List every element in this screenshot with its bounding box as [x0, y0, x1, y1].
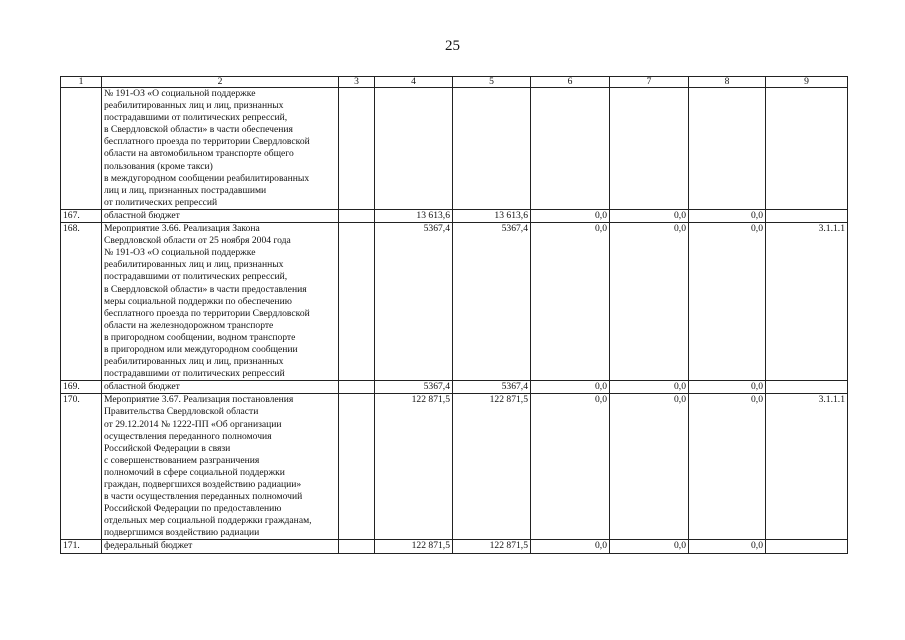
column-header: 4	[375, 77, 453, 88]
table-header-row	[61, 77, 848, 88]
description-cell	[102, 394, 339, 540]
year-amount-cell: 0,0	[689, 209, 766, 222]
target-indicator-cell	[766, 381, 848, 394]
total-amount-cell: 122 871,5	[375, 394, 453, 540]
row-number-cell: 167.	[61, 209, 102, 222]
description-line: области на железнодорожном транспорте	[104, 319, 274, 331]
description-line: лиц и лиц, признанных пострадавшими	[104, 184, 267, 196]
description-cell	[102, 223, 339, 381]
column-header: 9	[766, 77, 848, 88]
total-amount-cell: 13 613,6	[375, 209, 453, 222]
column-header: 2	[102, 77, 339, 88]
year-amount-cell: 122 871,5	[453, 540, 531, 553]
year-amount-cell: 0,0	[610, 394, 689, 540]
description-line: в пригородном или междугородном сообщении	[104, 343, 298, 355]
column-3-cell	[339, 540, 375, 553]
description-line: подвергшимся воздействию радиации	[104, 527, 260, 539]
description-line: от 29.12.2014 № 1222-ПП «Об организации	[104, 418, 282, 430]
year-amount-cell	[531, 88, 610, 210]
total-amount-cell	[375, 88, 453, 210]
description-line: от политических репрессий	[104, 196, 218, 208]
description-line: Мероприятие 3.67. Реализация постановления	[104, 394, 294, 406]
column-header: 7	[610, 77, 689, 88]
year-amount-cell	[689, 88, 766, 210]
description-line: в пригородном сообщении, водном транспорте	[104, 331, 296, 343]
description-line: в Свердловской области» в части предоставления	[104, 283, 307, 295]
year-amount-cell: 0,0	[531, 223, 610, 381]
description-line: Правительства Свердловской области	[104, 406, 259, 418]
description-line: № 191-ОЗ «О социальной поддержке	[104, 247, 256, 259]
description-line: меры социальной поддержки по обеспечению	[104, 295, 292, 307]
description-cell	[102, 381, 339, 394]
description-line: области на автомобильном транспорте общего	[104, 148, 294, 160]
description-line: пострадавшими от политических репрессий	[104, 368, 285, 380]
table-row	[61, 209, 848, 222]
row-number-cell: 169.	[61, 381, 102, 394]
year-amount-cell: 5367,4	[453, 381, 531, 394]
description-cell	[102, 88, 339, 210]
table-row	[61, 381, 848, 394]
total-amount-cell: 5367,4	[375, 381, 453, 394]
row-number-cell: 168.	[61, 223, 102, 381]
column-3-cell	[339, 394, 375, 540]
year-amount-cell	[453, 88, 531, 210]
description-line: в междугородном сообщении реабилитированных	[104, 172, 310, 184]
column-header: 8	[689, 77, 766, 88]
page-number: 25	[445, 38, 460, 54]
year-amount-cell: 0,0	[531, 381, 610, 394]
target-indicator-cell: 3.1.1.1	[766, 394, 848, 540]
year-amount-cell: 0,0	[610, 381, 689, 394]
target-indicator-cell	[766, 540, 848, 553]
description-line: бесплатного проезда по территории Свердловской	[104, 307, 310, 319]
description-line: федеральный бюджет	[104, 540, 193, 552]
description-line: реабилитированных лиц и лиц, признанных	[104, 259, 284, 271]
table-row	[61, 394, 848, 540]
description-line: пользования (кроме такси)	[104, 160, 213, 172]
year-amount-cell: 0,0	[531, 540, 610, 553]
target-indicator-cell: 3.1.1.1	[766, 223, 848, 381]
description-line: полномочий в сфере социальной поддержки	[104, 466, 285, 478]
description-line: бесплатного проезда по территории Свердловской	[104, 136, 310, 148]
year-amount-cell: 0,0	[689, 381, 766, 394]
description-cell	[102, 540, 339, 553]
row-number-cell	[61, 88, 102, 210]
description-line: Российской Федерации по предоставлению	[104, 503, 282, 515]
description-line: областной бюджет	[104, 381, 180, 393]
year-amount-cell	[610, 88, 689, 210]
year-amount-cell: 0,0	[689, 223, 766, 381]
year-amount-cell: 0,0	[531, 209, 610, 222]
description-line: пострадавшими от политических репрессий,	[104, 112, 288, 124]
description-line: Свердловской области от 25 ноября 2004 года	[104, 235, 291, 247]
row-number-cell: 170.	[61, 394, 102, 540]
table-row	[61, 540, 848, 553]
column-3-cell	[339, 223, 375, 381]
year-amount-cell: 0,0	[689, 540, 766, 553]
description-cell	[102, 209, 339, 222]
column-3-cell	[339, 88, 375, 210]
budget-table	[60, 76, 848, 554]
year-amount-cell: 0,0	[610, 223, 689, 381]
description-line: в Свердловской области» в части обеспечения	[104, 124, 293, 136]
row-number-cell: 171.	[61, 540, 102, 553]
description-line: осуществления переданного полномочия	[104, 430, 272, 442]
description-line: № 191-ОЗ «О социальной поддержке	[104, 88, 256, 99]
table-row	[61, 223, 848, 381]
description-line: реабилитированных лиц и лиц, признанных	[104, 356, 284, 368]
column-3-cell	[339, 209, 375, 222]
year-amount-cell: 13 613,6	[453, 209, 531, 222]
column-header: 6	[531, 77, 610, 88]
column-header: 3	[339, 77, 375, 88]
description-line: Мероприятие 3.66. Реализация Закона	[104, 223, 260, 235]
description-line: пострадавшими от политических репрессий,	[104, 271, 288, 283]
year-amount-cell: 0,0	[689, 394, 766, 540]
description-line: с совершенствованием разграничения	[104, 454, 260, 466]
table-body	[61, 88, 848, 554]
column-header: 5	[453, 77, 531, 88]
target-indicator-cell	[766, 209, 848, 222]
total-amount-cell: 5367,4	[375, 223, 453, 381]
column-3-cell	[339, 381, 375, 394]
year-amount-cell: 0,0	[531, 394, 610, 540]
year-amount-cell: 0,0	[610, 209, 689, 222]
target-indicator-cell	[766, 88, 848, 210]
description-line: областной бюджет	[104, 209, 180, 221]
description-line: Российской Федерации в связи	[104, 442, 231, 454]
description-line: в части осуществления переданных полномочий	[104, 491, 303, 503]
description-line: граждан, подвергшихся воздействию радиации»	[104, 479, 302, 490]
year-amount-cell: 5367,4	[453, 223, 531, 381]
description-line: отдельных мер социальной поддержки гражданам,	[104, 515, 312, 527]
year-amount-cell: 0,0	[610, 540, 689, 553]
description-line: реабилитированных лиц и лиц, признанных	[104, 100, 284, 112]
column-header: 1	[61, 77, 102, 88]
total-amount-cell: 122 871,5	[375, 540, 453, 553]
year-amount-cell: 122 871,5	[453, 394, 531, 540]
table-row	[61, 88, 848, 210]
